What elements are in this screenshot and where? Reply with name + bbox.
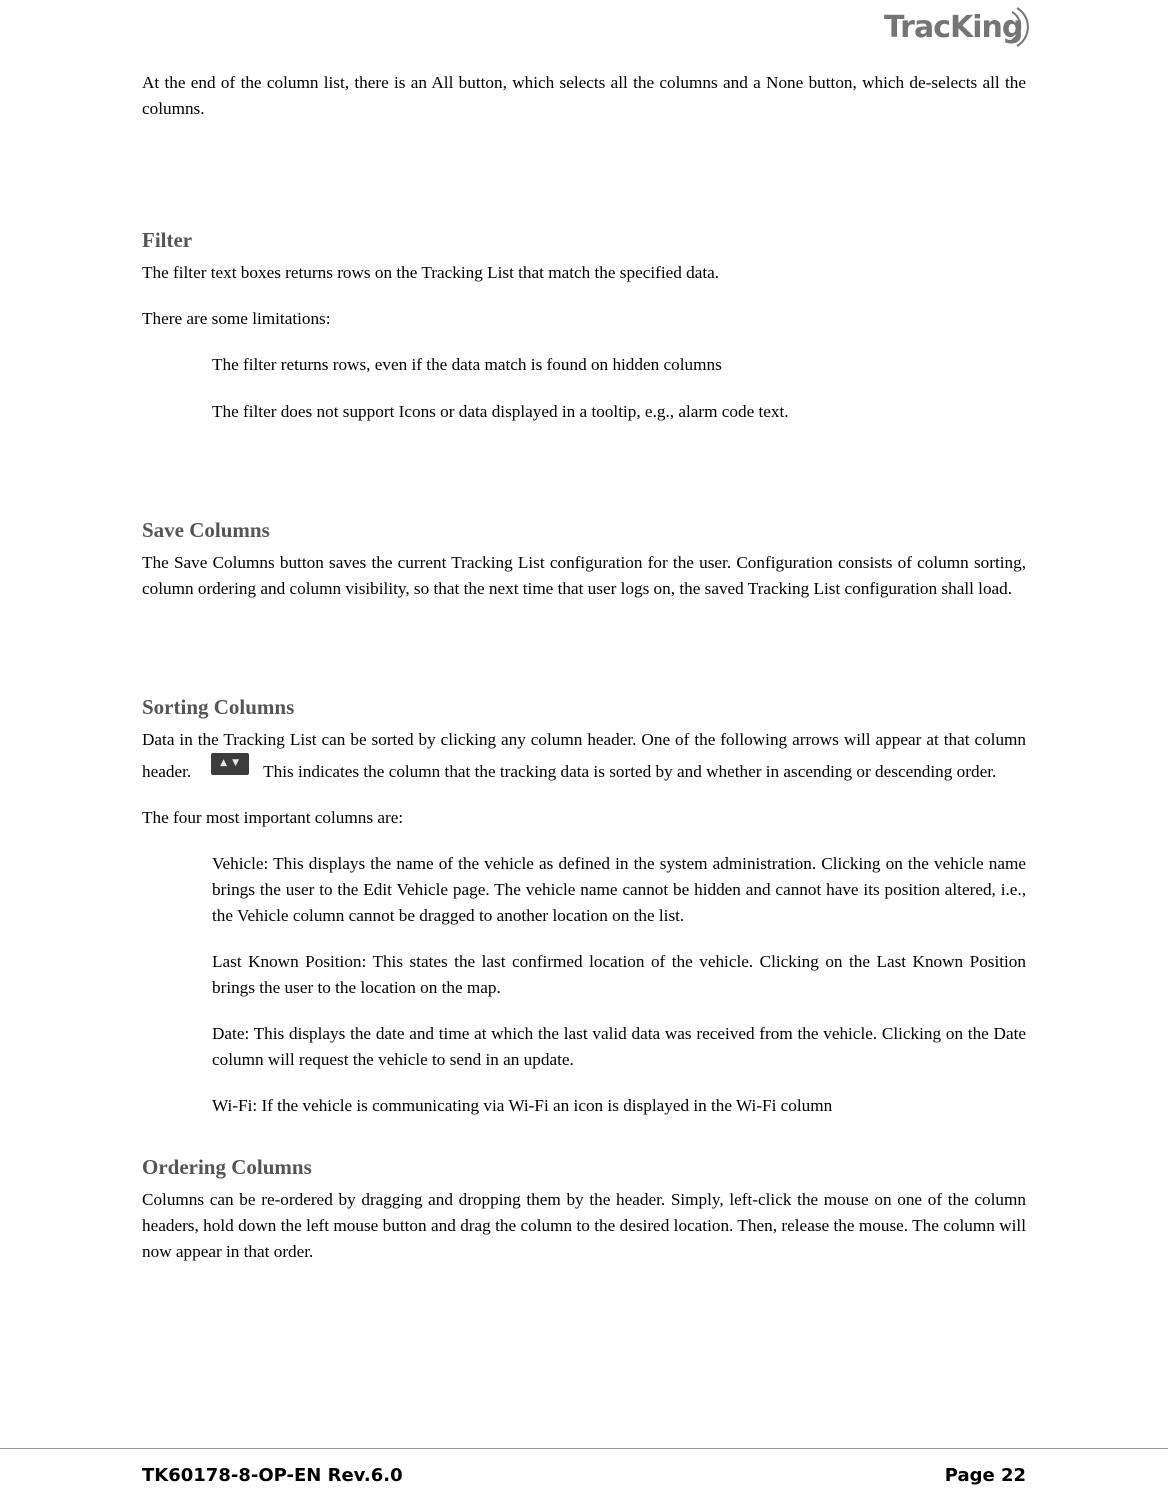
save-columns-paragraph: The Save Columns button saves the current Tracking List configuration for the user. Configuration consists of column sorting, column ordering and column visibility, so that the next time that user logs on, the saved Tracking List configuration shall load. [142, 553, 1026, 598]
tracking-logo [880, 4, 1030, 50]
intro-paragraph: At the end of the column list, there is an All button, which selects all the columns and a None button, which de-selects all the columns. [142, 73, 1026, 118]
column-description-item: Date: This displays the date and time at which the last valid data was received from the vehicle. Clicking on the Date column will request the vehicle to send in an update. [212, 1024, 1026, 1069]
column-description-item: Last Known Position: This states the last confirmed location of the vehicle. Clicking on the Last Known Position brings the user to the location on the map. [212, 952, 1026, 997]
footer-divider [0, 1448, 1168, 1449]
sorting-columns-heading: Sorting Columns [142, 695, 295, 719]
column-description-item: Vehicle: This displays the name of the vehicle as defined in the system administration. Clicking on the vehicle name brings the user to the Edit Vehicle page. The vehicle name cannot be hidden and cannot have its position altered, i.e., the Vehicle column cannot be dragged to another location on the list. [212, 854, 1026, 925]
page-number: Page 22 [944, 1465, 1026, 1486]
column-description-item: Wi-Fi: If the vehicle is communicating via Wi-Fi an icon is displayed in the Wi-Fi column [212, 1096, 833, 1115]
save-columns-heading: Save Columns [142, 518, 270, 542]
sorting-text-part2: This indicates the column that the tracking data is sorted by and whether in ascending or descending order. [263, 762, 997, 781]
ordering-columns-paragraph: Columns can be re-ordered by dragging and dropping them by the header. Simply, left-click the mouse on one of the column headers, hold down the left mouse button and drag the column to the desired location. Then, release the mouse. The column will now appear in that order. [142, 1190, 1026, 1261]
document-id: TK60178-8-OP-EN Rev.6.0 [142, 1465, 403, 1486]
sort-arrows-icon: ▲ ▼ [211, 753, 249, 775]
filter-limitations-intro: There are some limitations: [142, 309, 331, 328]
logo-text: TracKing [884, 10, 1023, 45]
sorting-columns-paragraph [142, 727, 1026, 785]
filter-limitation-item: The filter does not support Icons or data displayed in a tooltip, e.g., alarm code text. [212, 402, 789, 421]
important-columns-intro: The four most important columns are: [142, 808, 404, 827]
document-body [142, 70, 1026, 1265]
filter-limitation-item: The filter returns rows, even if the data match is found on hidden columns [212, 355, 722, 374]
sorting-text-part1: Data in the Tracking List can be sorted by clicking any column header. One of the following arrows will appear at that column header. [142, 730, 1026, 781]
filter-heading: Filter [142, 228, 193, 252]
filter-paragraph: The filter text boxes returns rows on the Tracking List that match the specified data. [142, 263, 720, 282]
ordering-columns-heading: Ordering Columns [142, 1155, 312, 1179]
signal-arcs-icon [880, 4, 1030, 50]
